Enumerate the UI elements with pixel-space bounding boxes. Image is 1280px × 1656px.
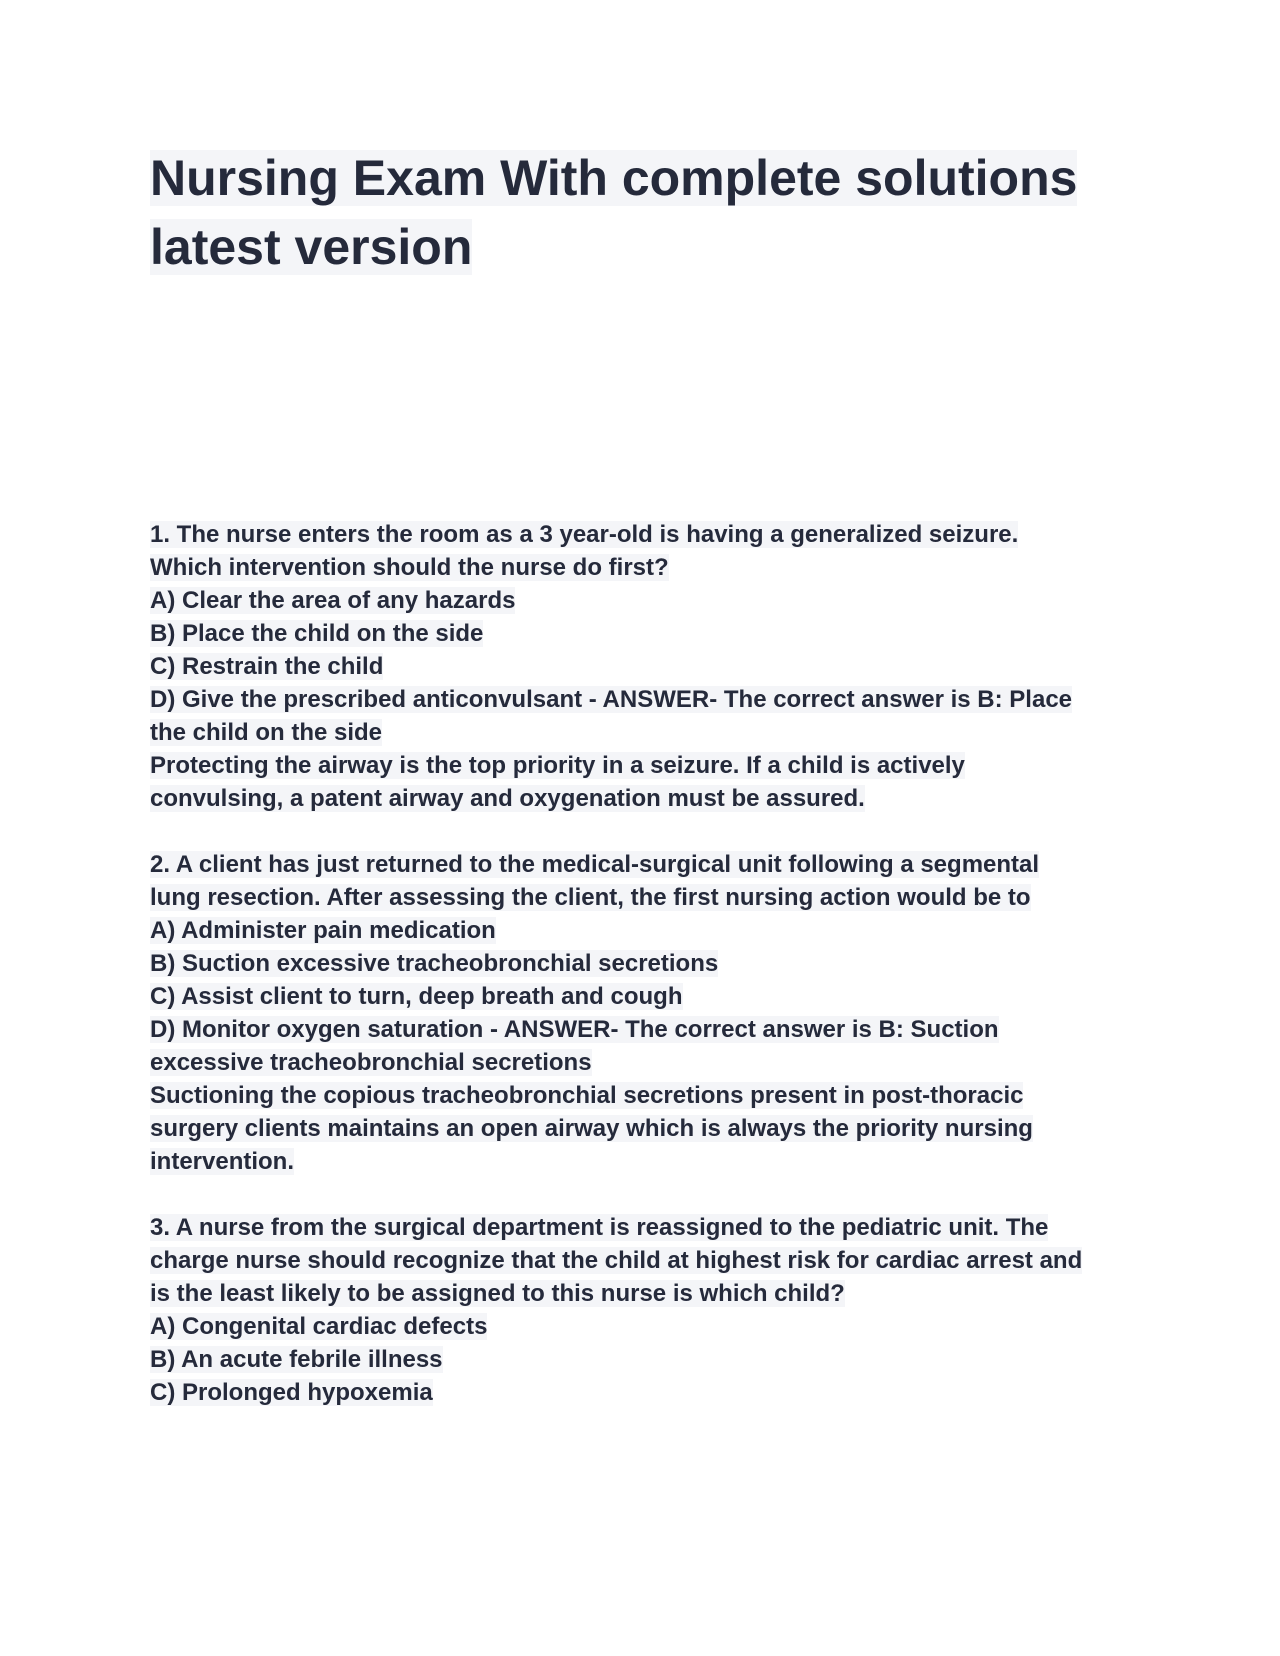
question-1-option-d-answer: D) Give the prescribed anticonvulsant - ANSWER- The correct answer is B: Place <box>150 686 1073 713</box>
question-1 <box>150 518 1130 815</box>
question-1-line-2 <box>150 551 1130 584</box>
question-2-option-a: A) Administer pain medication <box>150 917 496 944</box>
question-2-line-3 <box>150 914 1130 947</box>
question-2-stem-cont: lung resection. After assessing the client, the first nursing action would be to <box>150 884 1031 911</box>
question-2-line-4 <box>150 947 1130 980</box>
question-2-answer-cont: excessive tracheobronchial secretions <box>150 1049 592 1076</box>
question-1-line-9 <box>150 782 1130 815</box>
question-2-rationale-cont: surgery clients maintains an open airway which is always the priority nursing <box>150 1115 1033 1142</box>
question-2-option-b: B) Suction excessive tracheobronchial secretions <box>150 950 719 977</box>
question-3-line-6 <box>150 1376 1130 1409</box>
question-2-line-10 <box>150 1145 1130 1178</box>
question-3-line-5 <box>150 1343 1130 1376</box>
question-1-rationale-cont: convulsing, a patent airway and oxygenation must be assured. <box>150 785 865 812</box>
question-2-rationale: Suctioning the copious tracheobronchial secretions present in post-thoracic <box>150 1082 1024 1109</box>
question-1-line-1 <box>150 518 1130 551</box>
question-1-option-c: C) Restrain the child <box>150 653 384 680</box>
question-2-stem: 2. A client has just returned to the medical-surgical unit following a segmental <box>150 851 1040 878</box>
question-1-line-7 <box>150 716 1130 749</box>
question-1-line-8 <box>150 749 1130 782</box>
question-1-line-4 <box>150 617 1130 650</box>
question-1-rationale: Protecting the airway is the top priority in a seizure. If a child is actively <box>150 752 965 779</box>
question-1-stem-cont: Which intervention should the nurse do first? <box>150 554 669 581</box>
question-2-option-c: C) Assist client to turn, deep breath and cough <box>150 983 683 1010</box>
question-2-line-5 <box>150 980 1130 1013</box>
question-1-option-a: A) Clear the area of any hazards <box>150 587 516 614</box>
question-2-line-2 <box>150 881 1130 914</box>
question-2-line-8 <box>150 1079 1130 1112</box>
question-3-stem-end: is the least likely to be assigned to this nurse is which child? <box>150 1280 845 1307</box>
question-3-option-c: C) Prolonged hypoxemia <box>150 1379 433 1406</box>
question-3-option-a: A) Congenital cardiac defects <box>150 1313 488 1340</box>
question-3-line-4 <box>150 1310 1130 1343</box>
question-2 <box>150 848 1130 1178</box>
question-2-line-7 <box>150 1046 1130 1079</box>
question-3-stem: 3. A nurse from the surgical department is reassigned to the pediatric unit. The <box>150 1214 1049 1241</box>
question-2-line-1 <box>150 848 1130 881</box>
question-3 <box>150 1211 1130 1409</box>
question-2-option-d-answer: D) Monitor oxygen saturation - ANSWER- The correct answer is B: Suction <box>150 1016 999 1043</box>
document-body <box>150 518 1130 1442</box>
question-3-line-2 <box>150 1244 1130 1277</box>
question-2-rationale-end: intervention. <box>150 1148 295 1175</box>
question-1-line-5 <box>150 650 1130 683</box>
question-1-line-3 <box>150 584 1130 617</box>
question-3-stem-cont: charge nurse should recognize that the child at highest risk for cardiac arrest and <box>150 1247 1083 1274</box>
question-3-option-b: B) An acute febrile illness <box>150 1346 443 1373</box>
question-2-line-6 <box>150 1013 1130 1046</box>
question-2-line-9 <box>150 1112 1130 1145</box>
title-line-2: latest version <box>150 219 473 275</box>
title-line-1: Nursing Exam With complete solutions <box>150 150 1078 206</box>
question-1-stem: 1. The nurse enters the room as a 3 year-old is having a generalized seizure. <box>150 521 1019 548</box>
question-3-line-3 <box>150 1277 1130 1310</box>
question-1-line-6 <box>150 683 1130 716</box>
question-1-option-b: B) Place the child on the side <box>150 620 484 647</box>
question-1-answer-cont: the child on the side <box>150 719 383 746</box>
question-3-line-1 <box>150 1211 1130 1244</box>
document-title <box>150 144 1110 282</box>
